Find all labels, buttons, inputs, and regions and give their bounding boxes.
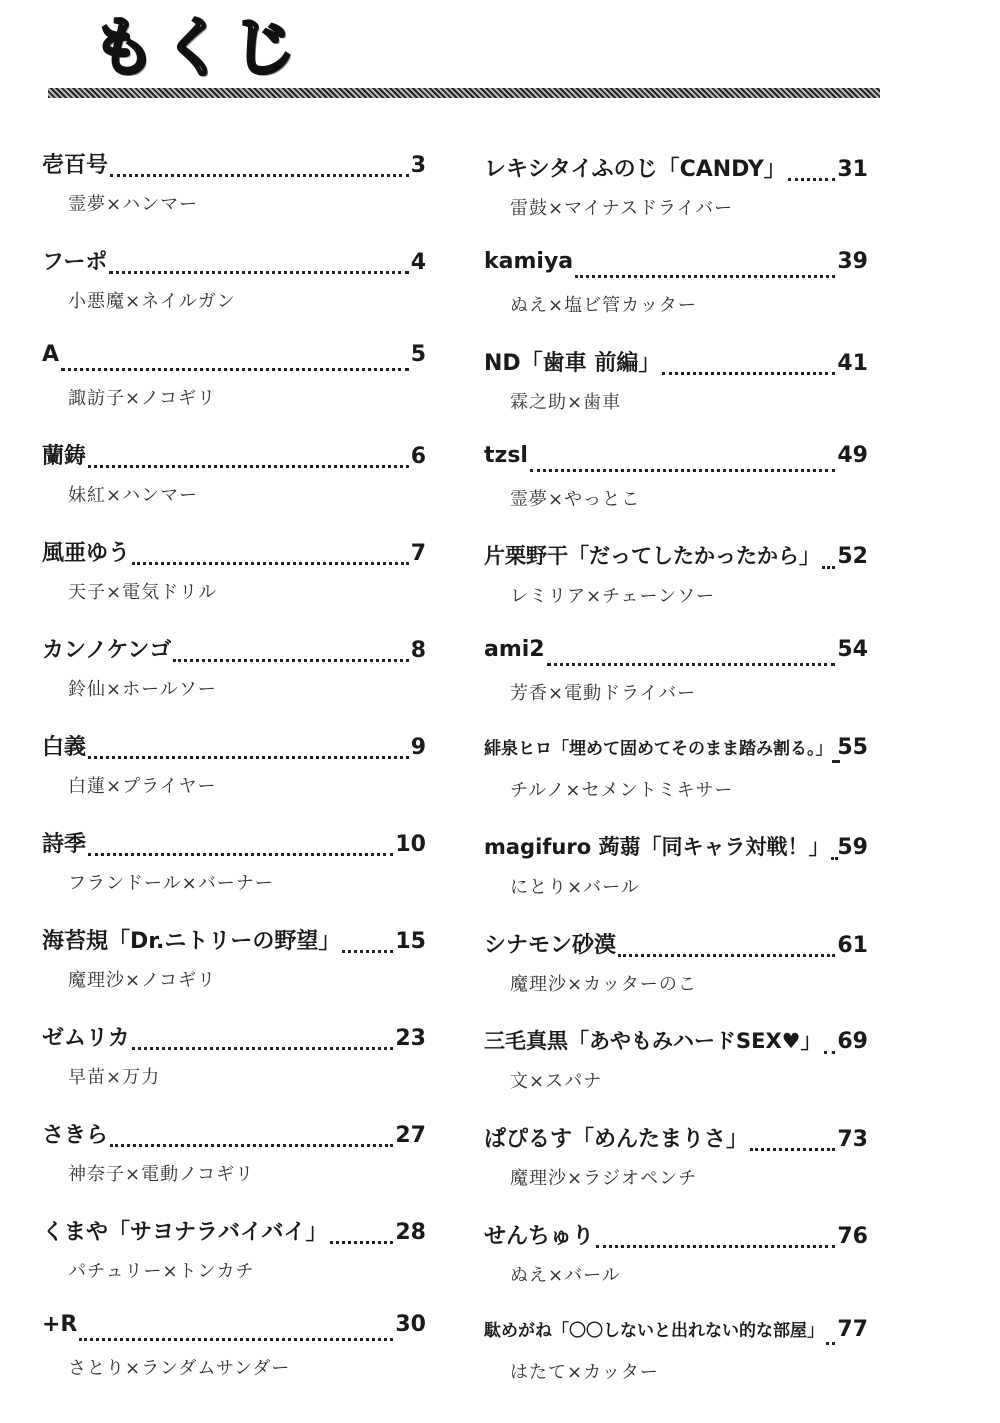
leader-dots [132,1046,394,1050]
page-number: 28 [395,1220,426,1245]
leader-dots [662,371,835,375]
page-number: 23 [395,1026,426,1051]
page-number: 31 [837,157,868,182]
leader-dots [547,662,836,666]
page-number: 73 [837,1127,868,1152]
toc-entry [484,1316,868,1413]
leader-dots [788,177,836,181]
page-number: 27 [395,1123,426,1148]
toc-entry [42,827,426,924]
toc-entry [42,924,426,1021]
toc-entry-heading [42,245,426,281]
artist-title: ゼムリカ [42,1026,130,1051]
toc-entry-heading [42,924,426,960]
character-tool-pair: 文×スパナ [510,1071,603,1092]
artist-title: ぱぴるす「めんたまりさ」 [484,1127,749,1152]
page-number: 76 [837,1224,868,1249]
page-number: 77 [837,1317,868,1342]
character-tool-pair: 魔理沙×カッターのこ [510,974,697,995]
toc-entry-heading [42,1312,426,1348]
leader-dots [826,1341,835,1345]
leader-dots [824,1050,836,1054]
leader-dots [88,852,393,856]
page-number: 55 [837,735,868,760]
toc-entry [484,928,868,1025]
toc-entry-heading [484,249,868,285]
toc-entry [42,1021,426,1118]
leader-dots [530,468,835,472]
artist-title: 白義 [42,735,87,760]
leader-dots [835,759,836,763]
toc-entry-heading [42,148,426,184]
leader-dots [109,270,408,274]
character-tool-pair: 霖之助×歯車 [510,392,622,413]
character-tool-pair: 白蓮×プライヤー [68,776,217,797]
page-number: 4 [410,250,426,275]
page-number: 5 [410,342,426,367]
toc-entry-heading [42,536,426,572]
artist-title: magifuro 蒟蒻「同キャラ対戦！」 [484,835,830,859]
character-tool-pair: 魔理沙×ラジオペンチ [510,1168,698,1189]
page-number: 59 [837,835,868,860]
character-tool-pair: ぬえ×バール [510,1265,621,1286]
page-number: 7 [410,541,426,566]
page-number: 15 [395,929,426,954]
toc-entry-heading [42,1021,426,1057]
artist-title: 壱百号 [42,153,109,178]
toc-entry [42,1215,426,1312]
toc-entry-heading [42,730,426,766]
character-tool-pair: パチュリー×トンカチ [68,1261,255,1282]
toc-entry [484,249,868,346]
artist-title: A [42,342,60,367]
leader-dots [110,1143,393,1147]
toc-entry [42,342,426,439]
toc-entry [484,1122,868,1219]
toc-entry-heading [42,1215,426,1251]
character-tool-pair: 早苗×万力 [68,1067,161,1088]
artist-title: レキシタイふのじ「CANDY」 [484,157,786,182]
artist-title: ND「歯車 前編」 [484,351,661,376]
character-tool-pair: フランドール×バーナー [68,873,274,894]
toc-entry [42,148,426,245]
character-tool-pair: 霊夢×やっとこ [510,489,641,510]
character-tool-pair: チルノ×セメントミキサー [510,780,734,801]
character-tool-pair: 小悪魔×ネイルガン [68,291,236,312]
artist-title: さきら [42,1123,109,1148]
artist-title: kamiya [484,249,574,274]
page-number: 69 [837,1029,868,1054]
artist-title: フーポ [42,250,108,275]
toc-entry [42,730,426,827]
leader-dots [88,755,409,759]
artist-title: くまや「サヨナラバイバイ」 [42,1220,328,1245]
toc-entry [484,540,868,637]
leader-dots [750,1147,835,1151]
character-tool-pair: 諏訪子×ノコギリ [68,388,217,409]
leader-dots [173,658,408,662]
toc-entry-heading [484,734,868,770]
toc-entry-heading [484,637,868,673]
artist-title: tzsl [484,443,528,468]
toc-entry-heading [484,1025,868,1061]
toc-entry-heading [42,342,426,378]
leader-dots [132,561,409,565]
toc-entry [484,346,868,443]
page-number: 54 [837,637,868,662]
character-tool-pair: ぬえ×塩ビ管カッター [510,295,697,316]
artist-title: 風亜ゆう [42,541,131,566]
page-number: 41 [837,351,868,376]
leader-dots [79,1337,393,1341]
artist-title: 緋泉ヒロ「埋めて固めてそのまま踏み割る。」 [484,739,833,759]
page-number: 30 [395,1312,426,1337]
leader-dots [575,274,835,278]
toc-entry-heading [484,1122,868,1158]
page-number: 52 [837,544,868,569]
toc-entry [42,536,426,633]
leader-dots [618,953,835,957]
character-tool-pair: 雷鼓×マイナスドライバー [510,198,734,219]
leader-dots [88,464,409,468]
artist-title: シナモン砂漠 [484,933,617,958]
artist-title: 海苔規「Dr.ニトリーの野望」 [42,929,341,954]
toc-entry [484,637,868,734]
artist-title: 詩季 [42,832,87,857]
leader-dots [342,949,393,953]
character-tool-pair: さとり×ランダムサンダー [68,1358,291,1379]
toc-entry [484,734,868,831]
toc-entry [484,1025,868,1122]
toc-column-right [484,152,868,1413]
page-number: 61 [837,933,868,958]
toc-entry-heading [42,827,426,863]
page-title: もくじ [92,12,302,86]
toc-entry [42,245,426,342]
toc-entry-heading [42,1118,426,1154]
character-tool-pair: 妹紅×ハンマー [68,485,199,506]
artist-title: せんちゅり [484,1224,595,1249]
character-tool-pair: 神奈子×電動ノコギリ [68,1164,255,1185]
character-tool-pair: 天子×電気ドリル [68,582,218,603]
artist-title: +R [42,1312,78,1337]
page-number: 10 [395,832,426,857]
character-tool-pair: レミリア×チェーンソー [510,586,716,607]
character-tool-pair: 霊夢×ハンマー [68,194,199,215]
toc-entry [484,831,868,928]
page-number: 6 [410,444,426,469]
toc-entry [484,152,868,249]
toc-entry-heading [484,1316,868,1352]
toc-entry-heading [484,540,868,576]
toc-entry-heading [484,1219,868,1255]
leader-dots [61,367,409,371]
toc-column-left [42,148,426,1409]
leader-dots [596,1244,835,1248]
leader-dots [831,856,835,860]
toc-entry-heading [484,346,868,382]
toc-entry [42,1312,426,1409]
toc-entry-heading [42,633,426,669]
toc-entry [484,443,868,540]
toc-entry [42,1118,426,1215]
page-number: 9 [410,735,426,760]
title-underline [48,88,880,98]
toc-entry [42,633,426,730]
artist-title: 蘭鋳 [42,444,87,469]
leader-dots [110,173,409,177]
page-number: 39 [837,249,868,274]
toc-entry-heading [484,152,868,188]
artist-title: 三毛真黒「あやもみハードSEX♥」 [484,1029,822,1053]
artist-title: カンノケンゴ [42,638,172,663]
page-number: 3 [410,153,426,178]
page-number: 8 [410,638,426,663]
character-tool-pair: 魔理沙×ノコギリ [68,970,217,991]
artist-title: 片栗野干「だってしたかったから」 [484,544,820,568]
toc-entry-heading [484,928,868,964]
artist-title: 駄めがね「〇〇しないと出れない的な部屋」 [484,1321,824,1341]
character-tool-pair: にとり×バール [510,877,640,898]
toc-entry [42,439,426,536]
page-number: 49 [837,443,868,468]
character-tool-pair: 芳香×電動ドライバー [510,683,697,704]
leader-dots [822,565,835,569]
artist-title: ami2 [484,637,545,662]
leader-dots [330,1240,394,1244]
character-tool-pair: 鈴仙×ホールソー [68,679,217,700]
toc-entry-heading [42,439,426,475]
toc-entry-heading [484,443,868,479]
character-tool-pair: はたて×カッター [510,1362,659,1383]
toc-entry-heading [484,831,868,867]
toc-entry [484,1219,868,1316]
